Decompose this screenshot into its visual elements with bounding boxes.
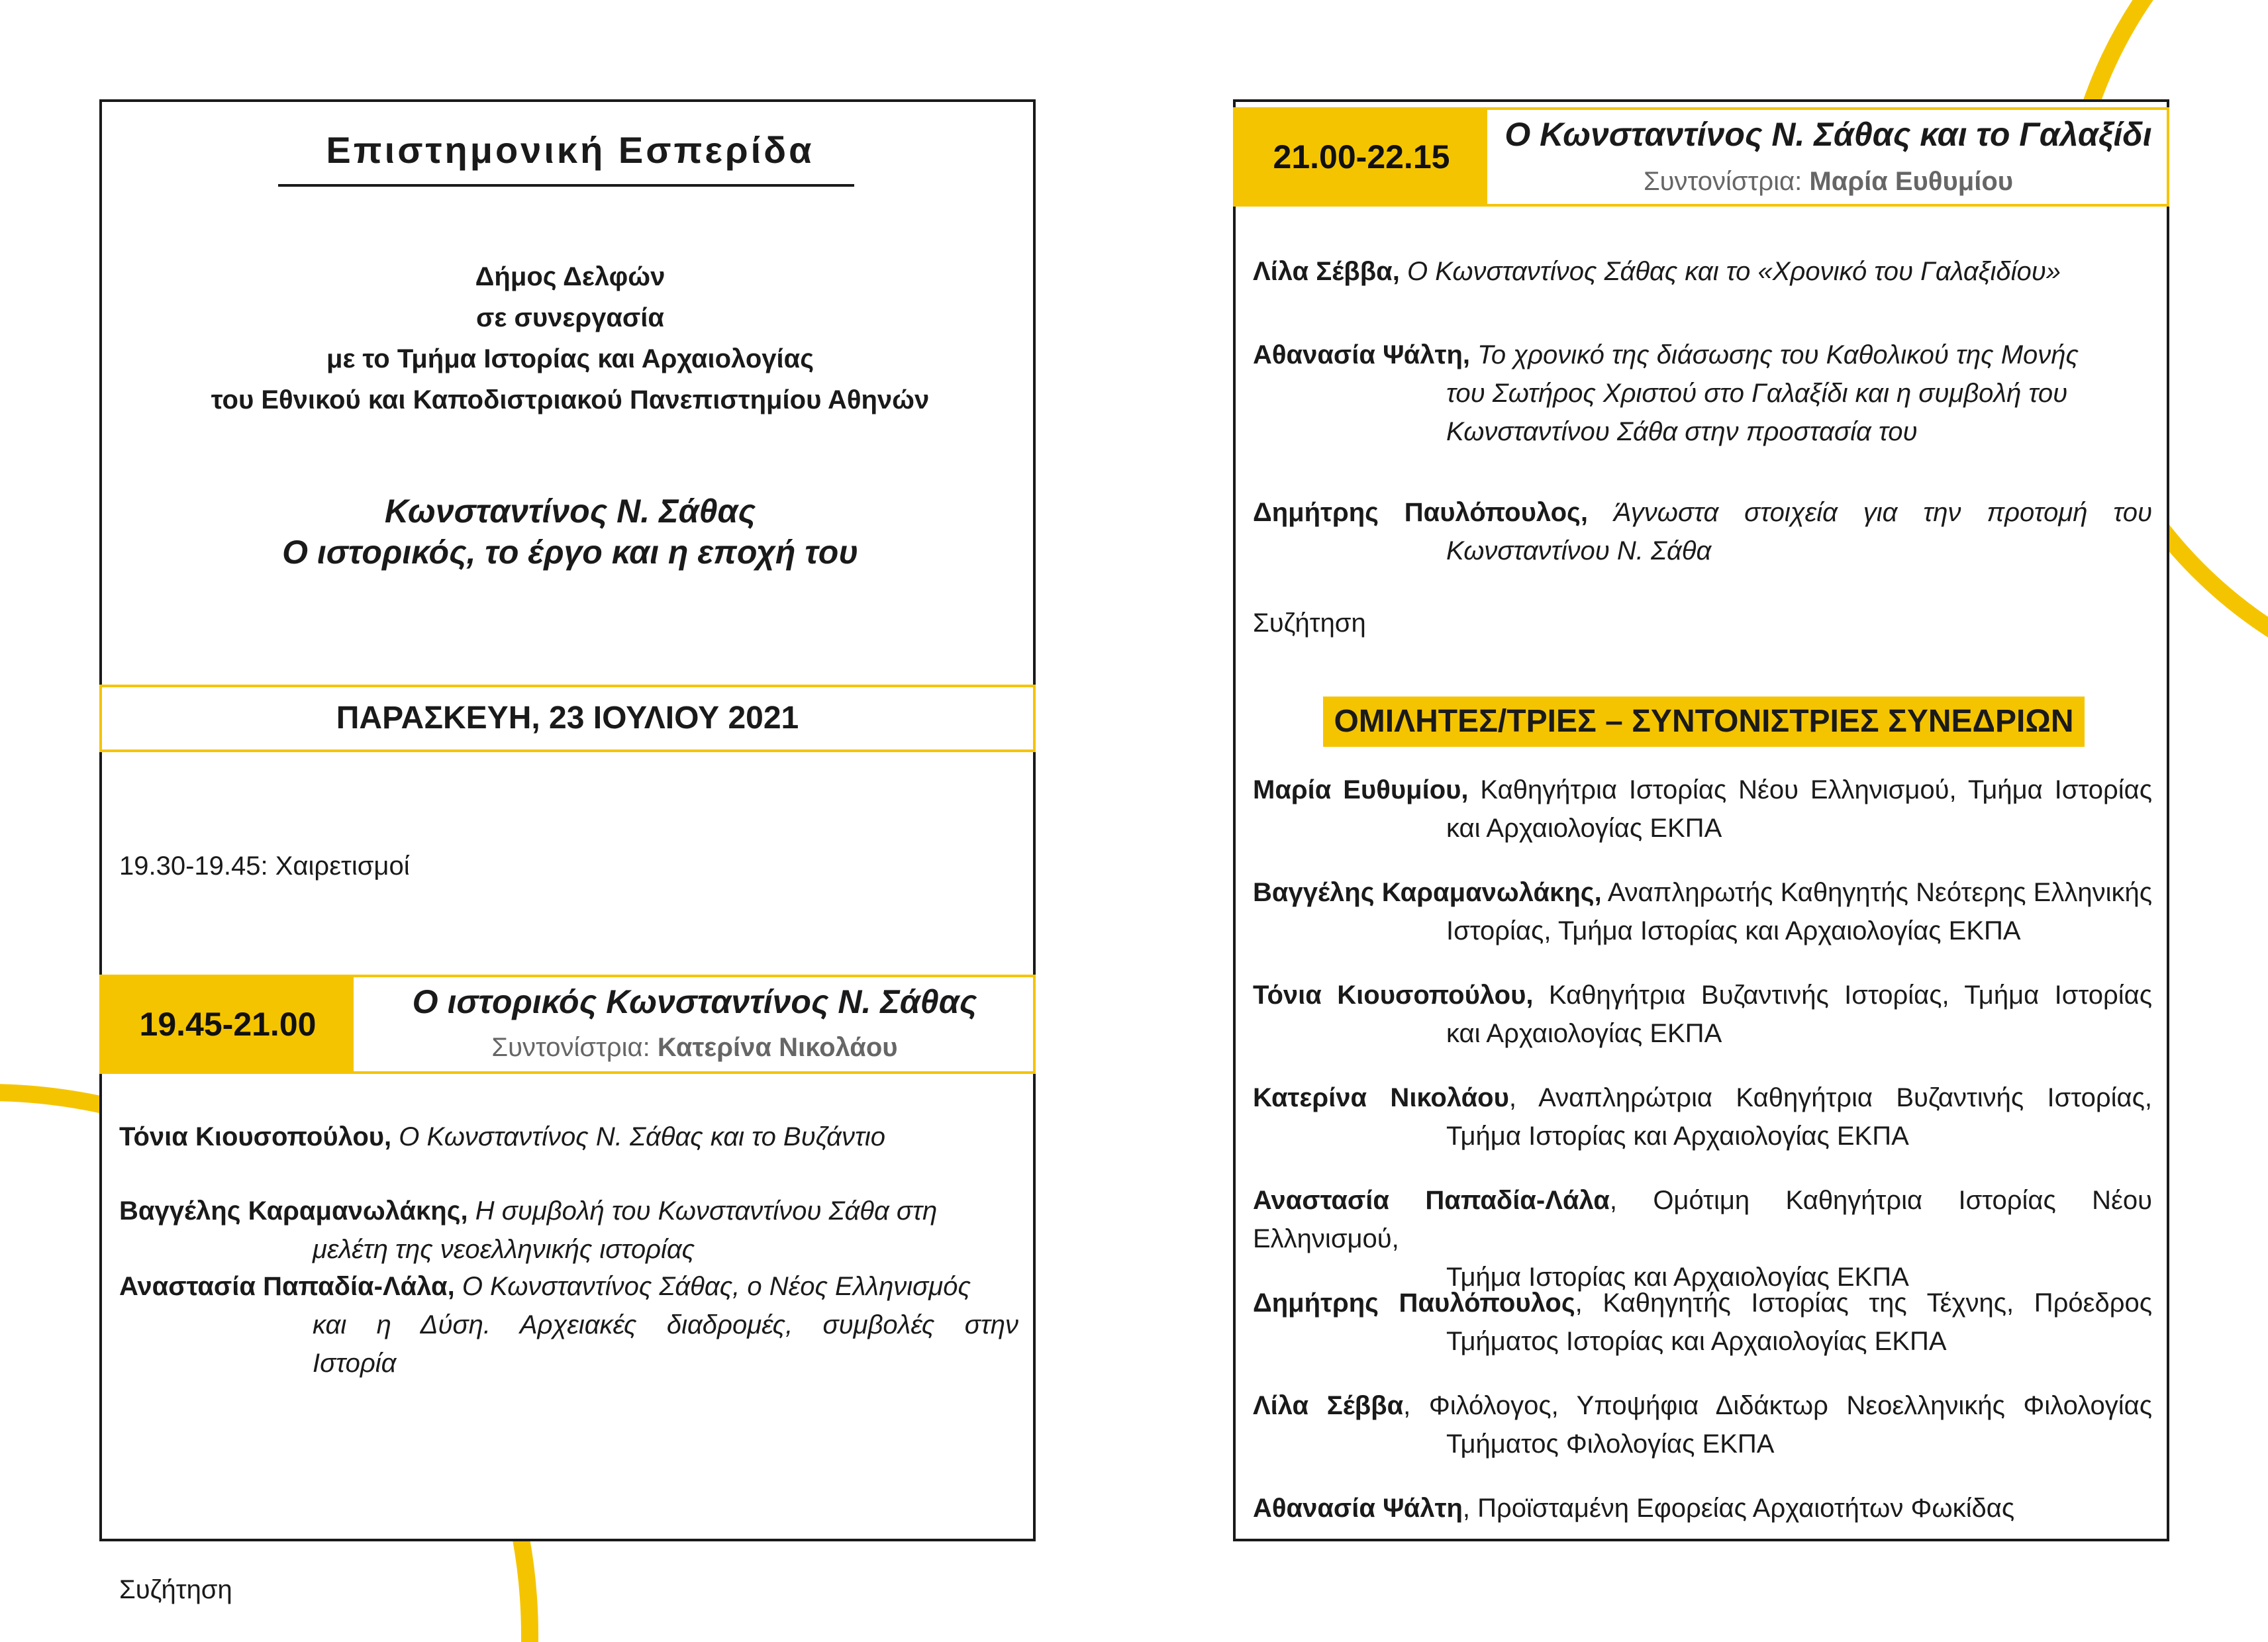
talk-speaker: Λίλα Σέββα,	[1253, 257, 1400, 286]
talk-item	[1253, 252, 2152, 291]
speaker-affiliation-cont: και Αρχαιολογίας ΕΚΠΑ	[1446, 814, 1722, 843]
talk-speaker: Δημήτρης Παυλόπουλος,	[1253, 498, 1588, 527]
speaker-bio	[1253, 1079, 2152, 1155]
speaker-name: Τόνια Κιουσοπούλου,	[1253, 981, 1534, 1010]
speaker-name: Κατερίνα Νικολάου	[1253, 1083, 1509, 1112]
speaker-bio	[1253, 976, 2152, 1053]
session-time: 19.45-21.00	[102, 975, 354, 1074]
moderator-label: Συντονίστρια:	[491, 1033, 650, 1062]
speaker-bio	[1253, 1386, 2152, 1463]
talk-title-cont: του Σωτήρος Χριστού στο Γαλαξίδι και η συμβολή του	[1446, 379, 2068, 408]
speaker-affiliation-cont: και Αρχαιολογίας ΕΚΠΑ	[1446, 1019, 1722, 1048]
talk-speaker: Αναστασία Παπαδία-Λάλα,	[119, 1272, 455, 1301]
speaker-name: Βαγγέλης Καραμανωλάκης,	[1253, 878, 1602, 907]
organizer-line: του Εθνικού και Καποδιστριακού Πανεπιστημίου Αθηνών	[211, 385, 930, 414]
speaker-affiliation-cont: Ιστορίας, Τμήμα Ιστορίας και Αρχαιολογίας ΕΚΠΑ	[1446, 916, 2021, 945]
date-bar	[99, 685, 1036, 752]
speaker-name: Δημήτρης Παυλόπουλος	[1253, 1288, 1575, 1318]
speaker-affiliation: , Καθηγητής Ιστορίας της Τέχνης, Πρόεδρος	[1575, 1288, 2153, 1318]
talk-title-cont: Κωνσταντίνου Σάθα στην προστασία του	[1446, 417, 1918, 446]
speaker-affiliation-cont: Τμήμα Ιστορίας και Αρχαιολογίας ΕΚΠΑ	[1446, 1263, 1909, 1292]
discussion: Συζήτηση	[1253, 608, 1366, 638]
speaker-bio	[1253, 1181, 2152, 1296]
title-underline	[278, 184, 854, 187]
talk-title-cont: μελέτη της νεοελληνικής ιστορίας	[313, 1235, 695, 1264]
speaker-name: Αναστασία Παπαδία-Λάλα	[1253, 1186, 1610, 1215]
talk-speaker: Τόνια Κιουσοπούλου,	[119, 1122, 392, 1151]
greeting: 19.30-19.45: Χαιρετισμοί	[119, 851, 410, 881]
event-date: ΠΑΡΑΣΚΕΥΗ, 23 ΙΟΥΛΙΟΥ 2021	[336, 700, 799, 736]
speaker-bio	[1253, 873, 2152, 950]
organizer-line: σε συνεργασία	[476, 303, 664, 332]
theme-line: Ο ιστορικός, το έργο και η εποχή του	[282, 534, 858, 571]
talk-speaker: Αθανασία Ψάλτη,	[1253, 340, 1470, 369]
talk-item	[1253, 493, 2152, 570]
talk-title-cont: και η Δύση. Αρχειακές διαδρομές, συμβολές στην	[313, 1310, 1018, 1339]
speaker-bio	[1253, 1489, 2152, 1527]
talk-title: Ο Κωνσταντίνος Σάθας και το «Χρονικό του Γαλαξιδίου»	[1406, 257, 2061, 286]
speaker-name: Μαρία Ευθυμίου,	[1253, 775, 1469, 804]
speaker-affiliation-cont: Τμήματος Ιστορίας και Αρχαιολογίας ΕΚΠΑ	[1446, 1327, 1947, 1356]
left-panel	[99, 99, 1036, 1604]
speaker-affiliation: , Προϊσταμένη Εφορείας Αρχαιοτήτων Φωκίδας	[1462, 1494, 2015, 1523]
talk-title: Ο Κωνσταντίνος Σάθας, ο Νέος Ελληνισμός	[462, 1272, 971, 1301]
talk-title: Ο Κωνσταντίνος Ν. Σάθας και το Βυζάντιο	[399, 1122, 886, 1151]
talk-title-cont: Κωνσταντίνου Ν. Σάθα	[1446, 536, 1712, 565]
theme-line: Κωνσταντίνος Ν. Σάθας	[384, 493, 756, 530]
session-title: Ο ιστορικός Κωνσταντίνος Ν. Σάθας	[412, 983, 977, 1020]
speaker-affiliation: Καθηγήτρια Ιστορίας Νέου Ελληνισμού, Τμήμα Ιστορίας	[1480, 775, 2152, 804]
moderator-name: Κατερίνα Νικολάου	[657, 1033, 898, 1062]
theme-block	[102, 491, 1038, 573]
organizer-block	[102, 256, 1038, 420]
speaker-name: Λίλα Σέββα	[1253, 1391, 1404, 1420]
speaker-affiliation: Καθηγήτρια Βυζαντινής Ιστορίας, Τμήμα Ιστορίας	[1548, 981, 2153, 1010]
moderator-name: Μαρία Ευθυμίου	[1809, 167, 2014, 196]
speakers-heading: ΟΜΙΛΗΤΕΣ/ΤΡΙΕΣ – ΣΥΝΤΟΝΙΣΤΡΙΕΣ ΣΥΝΕΔΡΙΩΝ	[1323, 697, 2084, 747]
talk-title: Το χρονικό της διάσωσης του Καθολικού της Μονής	[1477, 340, 2079, 369]
speaker-bio	[1253, 1284, 2152, 1361]
talk-item	[119, 1267, 1018, 1382]
discussion: Συζήτηση	[119, 1575, 232, 1604]
session-time: 21.00-22.15	[1236, 107, 1487, 207]
moderator-label: Συντονίστρια:	[1643, 167, 1802, 196]
speaker-affiliation-cont: Τμήματος Φιλολογίας ΕΚΠΑ	[1446, 1429, 1775, 1459]
right-panel	[1233, 99, 2169, 1541]
session-moderator	[354, 1029, 1036, 1066]
speaker-affiliation: , Αναπληρώτρια Καθηγήτρια Βυζαντινής Ιστορίας,	[1508, 1083, 2152, 1112]
speaker-affiliation: , Φιλόλογος, Υποψήφια Διδάκτωρ Νεοελληνικής Φιλολογίας	[1403, 1391, 2152, 1420]
talk-item	[1253, 336, 2152, 451]
speaker-name: Αθανασία Ψάλτη	[1253, 1494, 1463, 1523]
organizer-line: με το Τμήμα Ιστορίας και Αρχαιολογίας	[326, 344, 814, 373]
speaker-affiliation-cont: Τμήμα Ιστορίας και Αρχαιολογίας ΕΚΠΑ	[1446, 1122, 1909, 1151]
talk-item	[119, 1192, 1018, 1269]
speaker-bio	[1253, 771, 2152, 847]
talk-title-cont: Ιστορία	[313, 1349, 397, 1378]
speakers-heading-wrap	[1236, 697, 2172, 747]
talk-title: Η συμβολή του Κωνσταντίνου Σάθα στη	[475, 1196, 938, 1226]
talk-title: Άγνωστα στοιχεία για την προτομή του	[1613, 498, 2152, 527]
session-moderator	[1487, 163, 2169, 200]
speaker-affiliation: , Ομότιμη Καθηγήτρια Ιστορίας Νέου Ελληνισμού,	[1253, 1186, 2153, 1253]
organizer-line: Δήμος Δελφών	[475, 262, 666, 291]
speaker-affiliation: Αναπληρωτής Καθηγητής Νεότερης Ελληνικής	[1607, 878, 2153, 907]
session-title: Ο Κωνσταντίνος Ν. Σάθας και το Γαλαξίδι	[1504, 116, 2152, 153]
talk-item	[119, 1118, 1018, 1156]
talk-speaker: Βαγγέλης Καραμανωλάκης,	[119, 1196, 468, 1226]
event-title: Επιστημονική Εσπερίδα	[326, 129, 814, 171]
